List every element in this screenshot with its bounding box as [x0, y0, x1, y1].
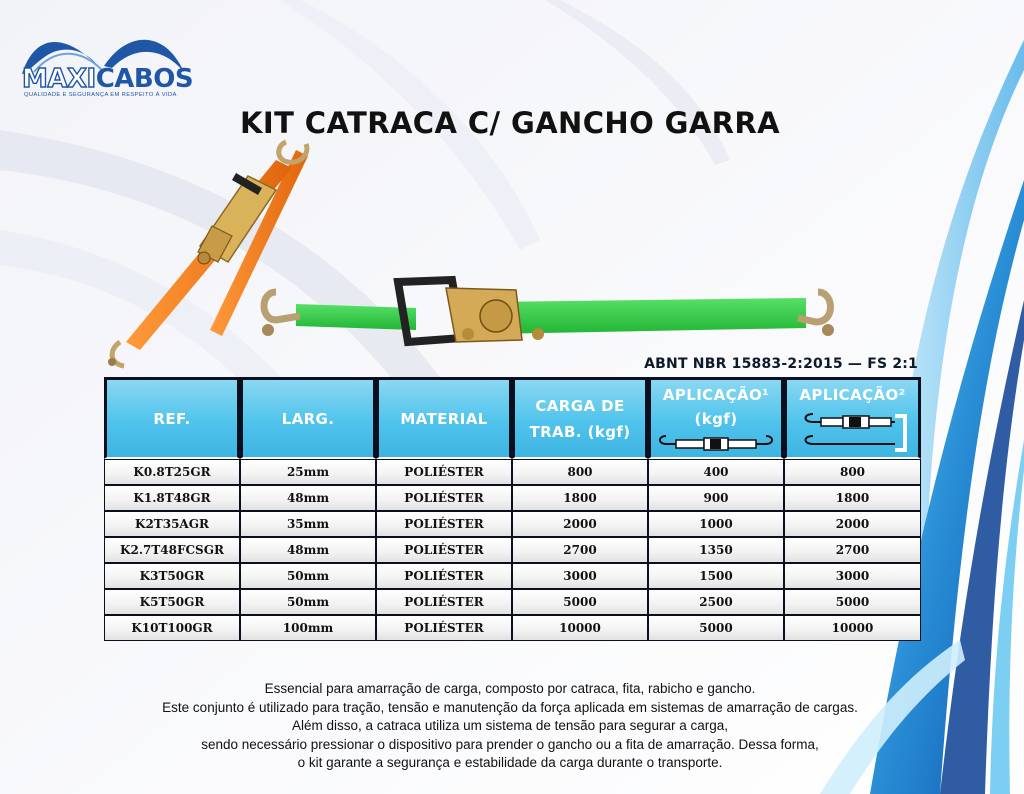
cell-ref: K3T50GR [104, 563, 240, 589]
page-title: KIT CATRACA C/ GANCHO GARRA [240, 106, 780, 140]
cell-app1: 400 [648, 459, 784, 485]
cell-material: POLIÉSTER [376, 511, 512, 537]
table-row [104, 589, 921, 615]
table-row [104, 537, 921, 563]
cell-carga: 2000 [512, 511, 648, 537]
cell-carga: 3000 [512, 563, 648, 589]
ratchet-application-1-icon [656, 432, 776, 452]
header-aplicacao-2 [784, 377, 921, 459]
cell-app2: 10000 [784, 615, 921, 641]
cell-ref: K5T50GR [104, 589, 240, 615]
cell-material: POLIÉSTER [376, 615, 512, 641]
cell-ref: K1.8T48GR [104, 485, 240, 511]
header-aplicacao-1 [648, 377, 784, 459]
description-line: Essencial para amarração de carga, composto por catraca, fita, rabicho e gancho. [264, 681, 756, 696]
cell-ref: K2T35AGR [104, 511, 240, 537]
description-line: Além disso, a catraca utiliza um sistema de tensão para segurar a carga, [292, 718, 728, 734]
cell-material: POLIÉSTER [376, 459, 512, 485]
cell-carga: 2700 [512, 537, 648, 563]
cell-material: POLIÉSTER [376, 563, 512, 589]
table-row [104, 563, 921, 589]
cell-app1: 5000 [648, 615, 784, 641]
cell-app1: 1350 [648, 537, 784, 563]
brand-name [22, 64, 193, 94]
cell-larg: 50mm [240, 589, 376, 615]
table-row [104, 615, 921, 641]
description-line: o kit garante a segurança e estabilidade da carga durante o transporte. [297, 755, 723, 771]
cell-carga: 800 [512, 459, 648, 485]
cell-app1: 2500 [648, 589, 784, 615]
table-row [104, 459, 921, 485]
cell-app2: 3000 [784, 563, 921, 589]
cell-app1: 900 [648, 485, 784, 511]
header-carga-line2: TRAB. (kgf) [529, 422, 631, 441]
brand-name-part1: MAXI [22, 64, 96, 94]
cell-material: POLIÉSTER [376, 537, 512, 563]
cell-app1: 1500 [648, 563, 784, 589]
cell-larg: 50mm [240, 563, 376, 589]
cell-app1: 1000 [648, 511, 784, 537]
cell-app2: 2700 [784, 537, 921, 563]
cell-material: POLIÉSTER [376, 589, 512, 615]
brand-tagline: QUALIDADE E SEGURANÇA EM RESPEITO À VIDA [24, 92, 177, 98]
cell-larg: 48mm [240, 485, 376, 511]
cell-ref: K0.8T25GR [104, 459, 240, 485]
cell-larg: 100mm [240, 615, 376, 641]
cell-larg: 48mm [240, 537, 376, 563]
header-aplicacao-1-line2: (kgf) [694, 410, 738, 428]
cell-material: POLIÉSTER [376, 485, 512, 511]
table-header-row [104, 377, 921, 459]
header-ref: REF. [104, 377, 240, 459]
description-line: Este conjunto é utilizado para tração, tensão e manutenção da força aplicada em sistemas de amarração de cargas. [162, 699, 858, 715]
header-carga [512, 377, 648, 459]
description-line: sendo necessário pressionar o dispositivo para prender o gancho ou a fita de amarração. Dessa forma, [201, 736, 819, 752]
cell-larg: 25mm [240, 459, 376, 485]
cell-carga: 1800 [512, 485, 648, 511]
table-row [104, 511, 921, 537]
header-larg: LARG. [240, 377, 376, 459]
header-material: MATERIAL [376, 377, 512, 459]
header-carga-line1: CARGA DE [535, 396, 625, 415]
cell-larg: 35mm [240, 511, 376, 537]
cell-app2: 800 [784, 459, 921, 485]
ratchet-application-2-icon [791, 408, 915, 452]
norm-reference: ABNT NBR 15883-2:2015 — FS 2:1 [644, 356, 918, 372]
header-aplicacao-2-line1: APLICAÇÃO² [799, 386, 906, 404]
spec-table [104, 377, 921, 641]
cell-app2: 2000 [784, 511, 921, 537]
cell-carga: 5000 [512, 589, 648, 615]
table-row [104, 485, 921, 511]
cell-carga: 10000 [512, 615, 648, 641]
cell-app2: 5000 [784, 589, 921, 615]
product-description [0, 680, 1020, 773]
cell-ref: K10T100GR [104, 615, 240, 641]
cell-app2: 1800 [784, 485, 921, 511]
header-aplicacao-1-line1: APLICAÇÃO¹ [662, 386, 770, 404]
brand-name-part2: CABOS [95, 64, 194, 94]
cell-ref: K2.7T48FCSGR [104, 537, 240, 563]
